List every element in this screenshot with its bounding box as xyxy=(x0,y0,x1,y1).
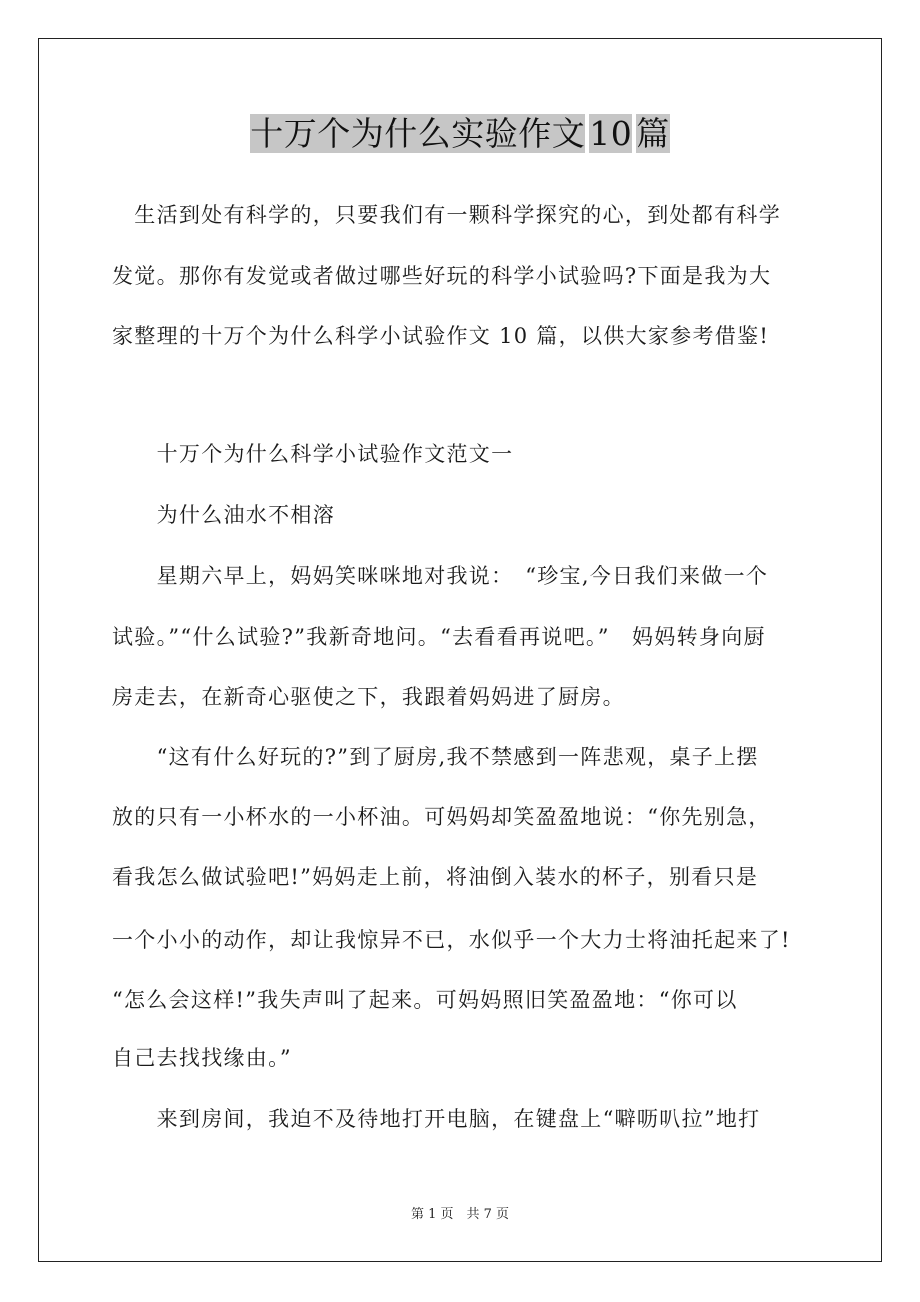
document-title xyxy=(250,110,670,158)
title-container xyxy=(0,110,920,158)
title-number: 10 xyxy=(589,114,633,153)
body-line-2: 发觉。那你有发觉或者做过哪些好玩的科学小试验吗?下面是我为大 xyxy=(112,264,772,288)
section-subheading: 为什么油水不相溶 xyxy=(112,503,335,527)
section-heading: 十万个为什么科学小试验作文范文一 xyxy=(112,442,514,466)
body-line-11: “怎么会这样!”我失声叫了起来。可妈妈照旧笑盈盈地：“你可以 xyxy=(112,988,738,1012)
body-line-1: 生活到处有科学的，只要我们有一颗科学探究的心，到处都有科学 xyxy=(112,203,781,227)
page-footer xyxy=(0,1206,920,1224)
body-line-6: 房走去，在新奇心驱使之下，我跟着妈妈进了厨房。 xyxy=(112,685,625,709)
body-line-8: 放的只有一小杯水的一小杯油。可妈妈却笑盈盈地说：“你先别急， xyxy=(112,805,771,829)
body-line-5: 试验。”“什么试验?”我新奇地问。“去看看再说吧。” 妈妈转身向厨 xyxy=(112,625,766,649)
body-line-10: 一个小小的动作，却让我惊异不已，水似乎一个大力士将油托起来了! xyxy=(112,928,791,952)
body-line-4: 星期六早上，妈妈笑咪咪地对我说： “珍宝,今日我们来做一个 xyxy=(112,564,769,588)
body-line-7: “这有什么好玩的?”到了厨房,我不禁感到一阵悲观，桌子上摆 xyxy=(112,745,759,769)
body-line-9: 看我怎么做试验吧!”妈妈走上前，将油倒入装水的杯子，别看只是 xyxy=(112,865,759,889)
page-number: 第 1 页 共 7 页 xyxy=(410,1207,510,1222)
body-line-13: 来到房间，我迫不及待地打开电脑，在键盘上“噼呖叭拉”地打 xyxy=(112,1107,761,1131)
body-line-3: 家整理的十万个为什么科学小试验作文 10 篇，以供大家参考借鉴! xyxy=(112,324,770,348)
body-line-12: 自己去找找缘由。” xyxy=(112,1046,292,1070)
title-text: 十万个为什么实验作文 xyxy=(250,114,586,153)
title-suffix: 篇 xyxy=(636,114,670,153)
